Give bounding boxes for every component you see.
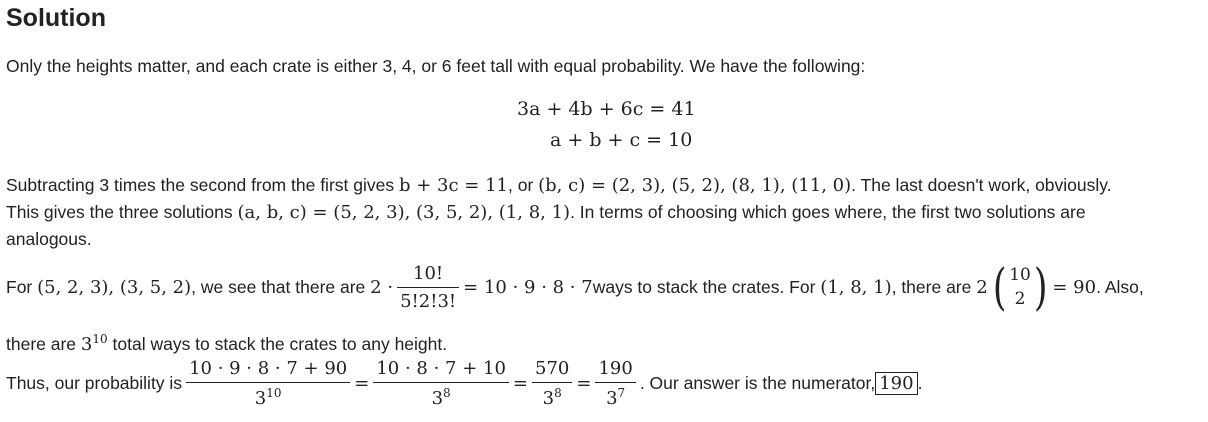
text-segment: . The last doesn't work, obviously.	[851, 175, 1112, 195]
math-abc-solutions: (a, b, c) = (5, 2, 3), (3, 5, 2), (1, 8, 1)	[237, 202, 571, 223]
binomial-bottom: 2	[1014, 289, 1026, 309]
intro-paragraph: Only the heights matter, and each crate is either 3, 4, or 6 feet tall with equal probability. We have the following:	[6, 56, 866, 76]
math-first-two-solutions: (5, 2, 3), (3, 5, 2)	[37, 276, 192, 298]
equation-2: a + b + c = 10	[550, 129, 693, 151]
math-product: = 10 · 9 · 8 · 7	[463, 276, 593, 298]
text-segment: , there are	[891, 276, 972, 297]
text-segment: . Also,	[1096, 276, 1144, 297]
text-segment: analogous.	[6, 229, 92, 249]
text-segment: , or	[507, 175, 539, 195]
math-bc-pairs: (b, c) = (2, 3), (5, 2), (8, 1), (11, 0)	[538, 175, 852, 196]
equation-1: 3a + 4b + 6c = 41	[517, 98, 696, 120]
probability-fraction-4	[595, 358, 635, 409]
equals-sign: =	[512, 373, 529, 394]
text-segment: For	[6, 276, 33, 297]
right-paren: )	[1033, 258, 1048, 316]
fraction-numerator: 190	[598, 358, 633, 379]
math-two-dot: 2 ·	[370, 276, 394, 298]
boxed-answer: 190	[875, 372, 917, 395]
math-three-power	[81, 334, 108, 355]
paragraph-probability	[6, 358, 922, 409]
fraction-denominator: 5!2!3!	[397, 287, 459, 312]
fraction-numerator: 570	[535, 358, 570, 379]
math-two: 2	[976, 276, 988, 298]
fraction-numerator: 10 · 8 · 7 + 10	[376, 358, 506, 379]
text-segment: Subtracting 3 times the second from the first gives	[6, 175, 399, 195]
text-segment: This gives the three solutions	[6, 202, 238, 222]
fraction-numerator: 10!	[413, 262, 444, 284]
text-segment: .	[917, 373, 923, 393]
power-exponent: 10	[92, 332, 108, 346]
text-segment: total ways to stack the crates to any height.	[107, 334, 448, 354]
math-third-solution: (1, 8, 1)	[820, 276, 892, 298]
fraction-denominator: $3^7$	[595, 382, 635, 409]
fraction-denominator: $3^8$	[532, 382, 572, 409]
math-b-3c: b + 3c = 11	[398, 175, 508, 196]
fraction-denominator: $3^{10}$	[186, 382, 350, 409]
paragraph-counting	[6, 258, 1144, 316]
text-segment: Thus, our probability is	[6, 373, 183, 393]
equals-sign: =	[576, 373, 592, 394]
fraction-denominator: $3^8$	[373, 382, 509, 409]
text-segment: . Our answer is the numerator,	[639, 373, 876, 393]
fraction-numerator: 10 · 9 · 8 · 7 + 90	[189, 358, 348, 379]
multinomial-fraction	[397, 263, 459, 312]
left-paren: (	[992, 258, 1007, 316]
text-segment: . In terms of choosing which goes where, the first two solutions are	[570, 202, 1086, 222]
paragraph-subtracting	[6, 172, 1112, 252]
solution-heading: Solution	[6, 4, 106, 32]
binomial-coefficient	[990, 258, 1051, 316]
binomial-top: 10	[1009, 265, 1031, 285]
power-base: 3	[80, 334, 93, 355]
probability-fraction-2	[373, 358, 509, 409]
probability-fraction-3	[532, 358, 572, 409]
equals-sign: =	[354, 373, 370, 394]
math-equals-90: = 90	[1052, 276, 1097, 298]
text-segment: , we see that there are	[191, 276, 366, 297]
paragraph-total-ways	[6, 326, 447, 358]
text-segment: ways to stack the crates. For	[592, 276, 816, 297]
text-segment: there are	[6, 334, 81, 354]
probability-fraction-1	[186, 358, 350, 409]
